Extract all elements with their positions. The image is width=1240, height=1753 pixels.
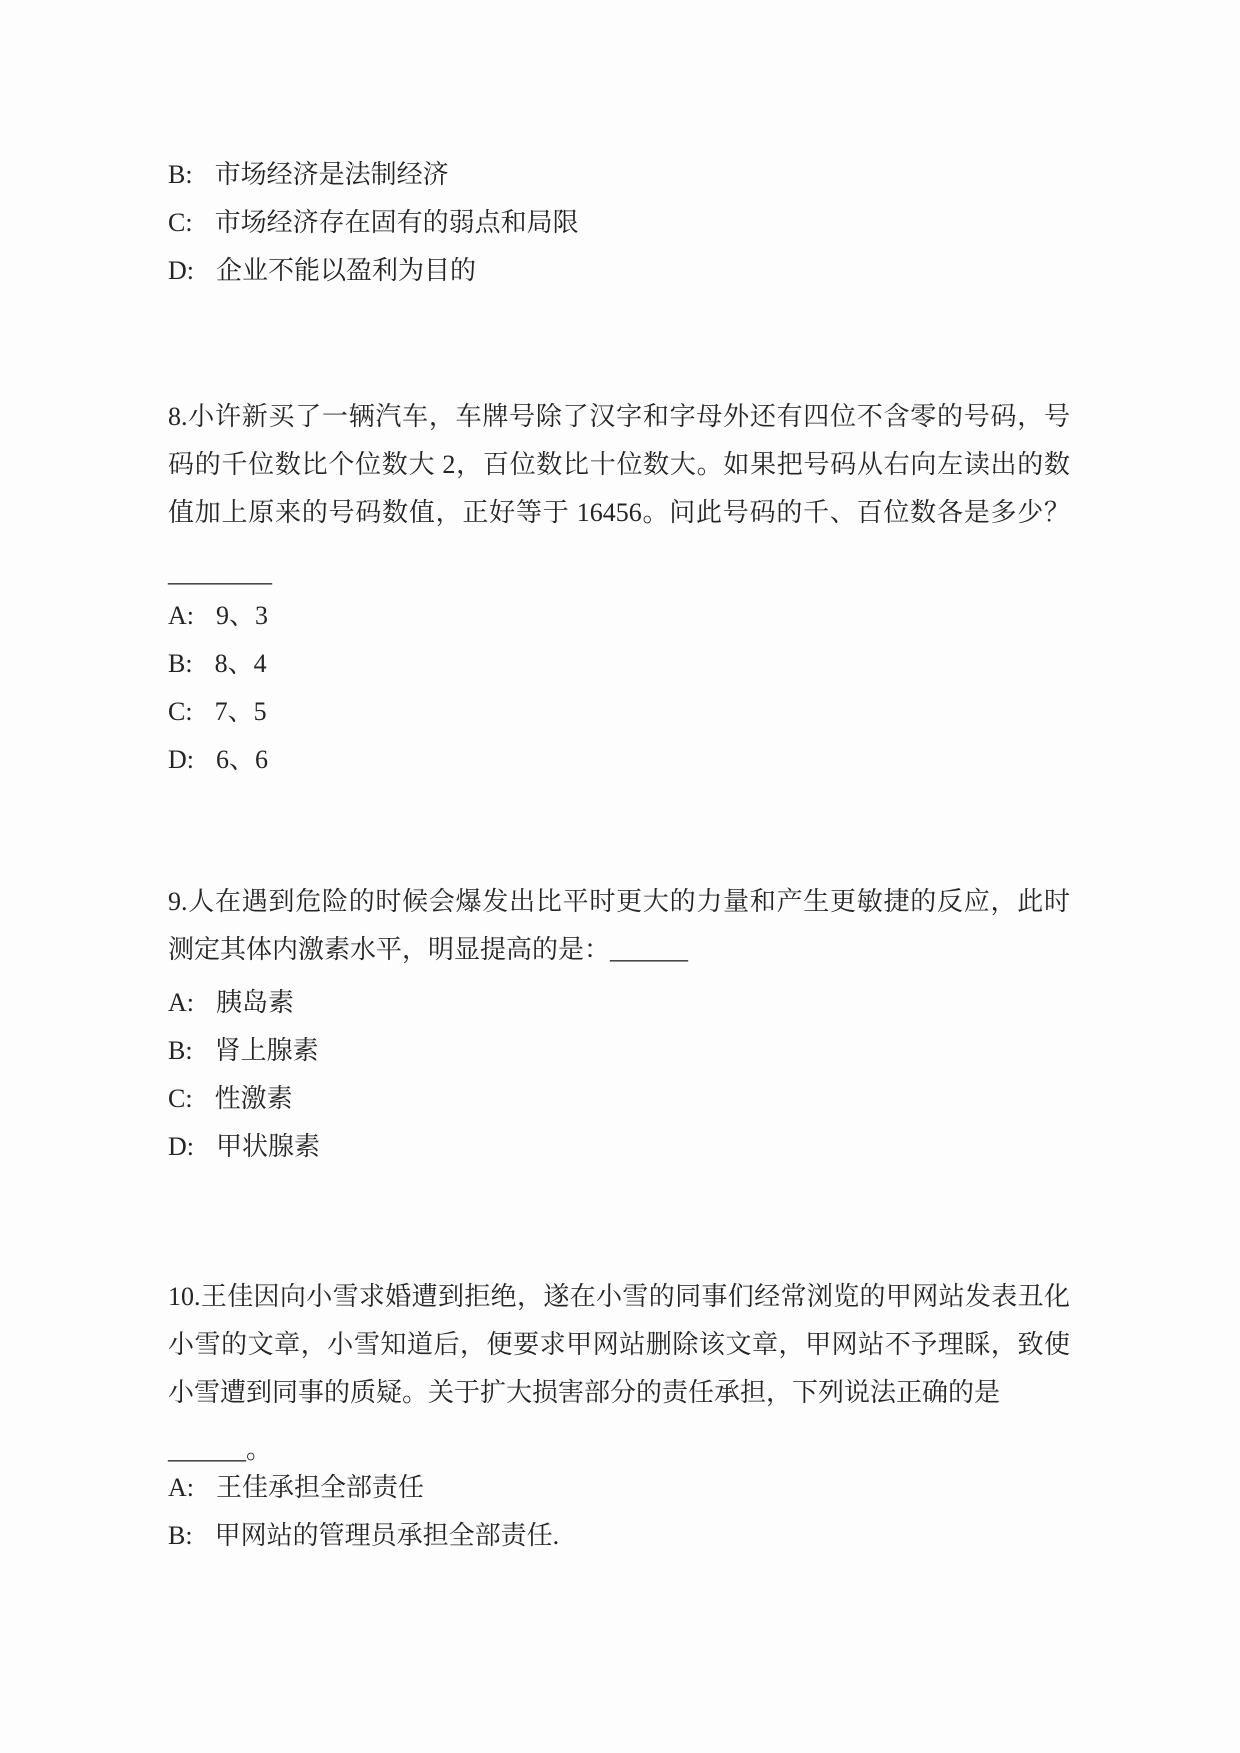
- option-text: 企业不能以盈利为目的: [216, 256, 477, 285]
- option-text: 肾上腺素: [214, 1036, 319, 1065]
- option-text: 7、5: [214, 697, 267, 726]
- question-stem-line: 测定其体内激素水平，明显提高的是：______: [168, 935, 689, 964]
- option-row: [168, 640, 1070, 688]
- option-label: D:: [168, 1132, 194, 1161]
- option-label: A:: [168, 601, 194, 630]
- option-text: 市场经济是法制经济: [214, 160, 449, 189]
- question-stem-line: 10.王佳因向小雪求婚遭到拒绝，遂在小雪的同事们经常浏览的甲网站发表丑化: [168, 1282, 1070, 1311]
- option-row: [168, 1075, 1070, 1123]
- question-stem-line: 9.人在遇到危险的时候会爆发出比平时更大的力量和产生更敏捷的反应，此时: [168, 887, 1070, 916]
- question10-stem: [168, 1273, 1070, 1417]
- option-row: [168, 688, 1070, 736]
- question-stem-line: 小雪的文章，小雪知道后，便要求甲网站删除该文章，甲网站不予理睬，致使: [168, 1330, 1070, 1359]
- option-label: A:: [168, 1473, 194, 1502]
- option-label: B:: [168, 649, 193, 678]
- option-text: 王佳承担全部责任: [216, 1473, 425, 1502]
- question8-options: [168, 592, 1070, 784]
- option-row: [168, 247, 1070, 295]
- question10-options: [168, 1464, 1070, 1560]
- option-text: 甲状腺素: [216, 1132, 321, 1161]
- answer-blank: ________: [168, 558, 272, 587]
- option-row: [168, 151, 1070, 199]
- option-text: 市场经济存在固有的弱点和局限: [214, 208, 579, 237]
- question-stem-line: 小雪遭到同事的质疑。关于扩大损害部分的责任承担，下列说法正确的是: [168, 1378, 1001, 1407]
- option-row: [168, 1027, 1070, 1075]
- option-text: 6、6: [216, 745, 269, 774]
- option-row: [168, 1123, 1070, 1171]
- option-row: [168, 1512, 1070, 1560]
- option-label: D:: [168, 256, 194, 285]
- question-stem-line: 值加上原来的号码数值，正好等于 16456。问此号码的千、百位数各是多少？: [168, 498, 1070, 527]
- option-row: [168, 979, 1070, 1027]
- option-text: 9、3: [216, 601, 269, 630]
- question8-stem: [168, 393, 1070, 537]
- option-text: 8、4: [214, 649, 267, 678]
- option-row: [168, 1464, 1070, 1512]
- option-label: C:: [168, 1084, 193, 1113]
- option-label: B:: [168, 1036, 193, 1065]
- option-label: D:: [168, 745, 194, 774]
- option-label: C:: [168, 208, 193, 237]
- option-label: B:: [168, 1521, 193, 1550]
- option-text: 甲网站的管理员承担全部责任.: [214, 1521, 560, 1550]
- option-label: A:: [168, 988, 194, 1017]
- option-row: [168, 736, 1070, 784]
- option-row: [168, 592, 1070, 640]
- option-label: C:: [168, 697, 193, 726]
- question9-options: [168, 979, 1070, 1171]
- option-text: 胰岛素: [216, 988, 295, 1017]
- question-stem-line: 码的千位数比个位数大 2，百位数比十位数大。如果把号码从右向左读出的数: [168, 450, 1070, 479]
- option-text: 性激素: [214, 1084, 293, 1113]
- question8-blank: [168, 549, 1070, 597]
- question7-options: [168, 151, 1070, 295]
- question-stem-line: 8.小许新买了一辆汽车，车牌号除了汉字和字母外还有四位不含零的号码，号: [168, 402, 1070, 431]
- question9-stem: [168, 878, 1070, 974]
- answer-blank: ______。: [168, 1435, 273, 1464]
- option-label: B:: [168, 160, 193, 189]
- option-row: [168, 199, 1070, 247]
